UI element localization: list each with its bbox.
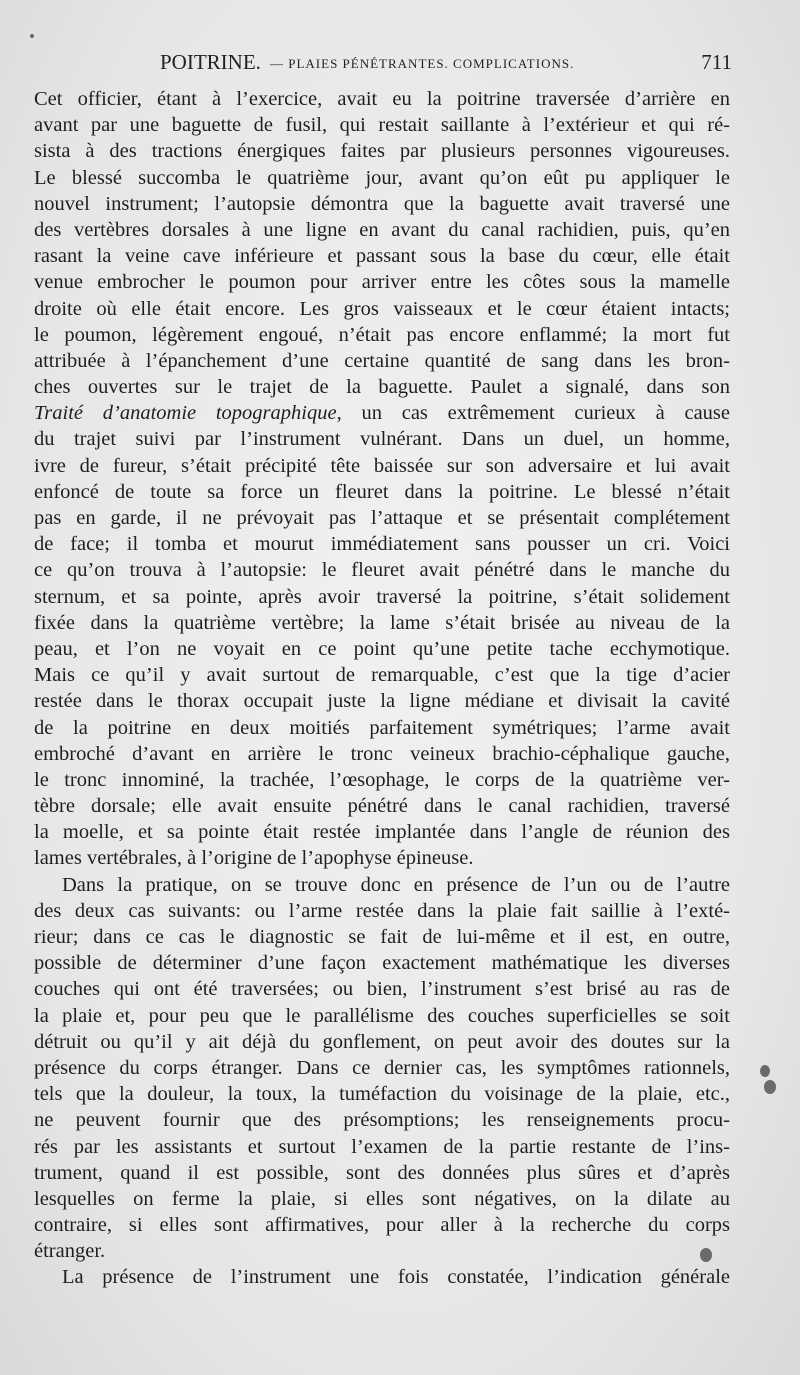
header-subtitle: — PLAIES PÉNÉTRANTES. COMPLICATIONS. [270, 56, 575, 71]
text-line: possible de déterminer d’une façon exactement mathématique les diverses [34, 952, 730, 975]
text-line: des vertèbres dorsales à une ligne en avant du canal rachidien, puis, qu’en [34, 218, 730, 241]
text-line: sternum, et sa pointe, après avoir traversé la poitrine, s’était solidement [34, 585, 730, 608]
text-line: le poumon, légèrement engoué, n’était pas encore enflammé; la mort fut [34, 323, 730, 346]
text-line [34, 400, 730, 426]
page-number: 711 [701, 50, 732, 74]
text-line: contraire, si elles sont affirmatives, pour aller à la recherche du corps [34, 1214, 730, 1237]
text-line: avant par une baguette de fusil, qui restait saillante à l’extérieur et qui ré- [34, 114, 730, 137]
text-line: La présence de l’instrument une fois constatée, l’indication générale [62, 1266, 730, 1289]
header-title: POITRINE. [160, 50, 261, 74]
text-fragment: , un cas extrêmement curieux à cause [336, 402, 731, 425]
text-line: rasant la veine cave inférieure et passant sous la base du cœur, elle était [34, 245, 730, 268]
paragraph-3 [34, 1264, 730, 1290]
text-line: trument, quand il est possible, sont des données plus sûres et d’après [34, 1161, 730, 1184]
text-line: droite où elle était encore. Les gros vaisseaux et le cœur étaient intacts; [34, 297, 730, 320]
text-line: rés par les assistants et surtout l’examen de la partie restante de l’ins- [34, 1135, 730, 1158]
text-line: ivre de fureur, s’était précipité tête baissée sur son adversaire et lui avait [34, 454, 730, 477]
text-line: lames vertébrales, à l’origine de l’apophyse épineuse. [34, 847, 474, 870]
text-line: la plaie et, pour peu que le parallélisme des couches superficielles se soit [34, 1004, 730, 1027]
text-line: restée dans le thorax occupait juste la ligne médiane et divisait la cavité [34, 690, 730, 713]
text-line: couches qui ont été traversées; ou bien, l’instrument s’est brisé au ras de [34, 978, 730, 1001]
text-line: le tronc innominé, la trachée, l’œsophage, le corps de la quatrième ver- [34, 768, 730, 791]
text-line: détruit ou qu’il y ait déjà du gonflement, on peut avoir des doutes sur la [34, 1030, 730, 1053]
body-text [34, 86, 730, 1291]
text-line: embroché d’avant en arrière le tronc veineux brachio-céphalique gauche, [34, 742, 730, 765]
paragraph-2 [34, 872, 730, 1265]
text-line: Cet officier, étant à l’exercice, avait eu la poitrine traversée d’arrière en [34, 88, 730, 110]
text-line: attribuée à l’épanchement d’une certaine quantité de sang dans les bron- [34, 349, 730, 372]
text-line: fixée dans la quatrième vertèbre; la lame s’était brisée au niveau de la [34, 611, 730, 634]
text-line: peau, et l’on ne voyait en ce point qu’une petite tache ecchymotique. [34, 637, 730, 660]
text-line: tèbre dorsale; elle avait ensuite pénétré dans le canal rachidien, traversé [34, 795, 730, 818]
text-line: tels que la douleur, la toux, la tuméfaction du voisinage de la plaie, etc., [34, 1083, 730, 1106]
ink-blot [764, 1080, 776, 1094]
text-line: la moelle, et sa pointe était restée implantée dans l’angle de réunion des [34, 821, 730, 844]
ink-dot [30, 34, 34, 38]
text-line: enfoncé de toute sa force un fleuret dans la poitrine. Le blessé n’était [34, 480, 730, 503]
text-line: pas en garde, il ne prévoyait pas l’attaque et se présentait complétement [34, 507, 730, 529]
text-line: nouvel instrument; l’autopsie démontra que la baguette avait traversé une [34, 192, 730, 215]
paragraph-1 [34, 86, 730, 872]
ink-blot [700, 1248, 712, 1262]
text-line: de la poitrine en deux moitiés parfaitement symétriques; l’arme avait [34, 716, 730, 739]
text-line: ne peuvent fournir que des présomptions; les renseignements procu- [34, 1109, 730, 1132]
text-line: étranger. [34, 1240, 106, 1263]
text-line: venue embrocher le poumon pour arriver entre les côtes sous la mamelle [34, 271, 730, 294]
text-line: Mais ce qu’il y avait surtout de remarquable, c’est que la tige d’acier [34, 664, 730, 687]
text-line: lesquelles on ferme la plaie, si elles sont négatives, on la dilate au [34, 1187, 730, 1210]
text-line: Le blessé succomba le quatrième jour, avant qu’on eût pu appliquer le [34, 166, 730, 189]
ink-blot [760, 1065, 770, 1077]
text-line: présence du corps étranger. Dans ce dernier cas, les symptômes rationnels, [34, 1056, 730, 1079]
text-line: ches ouvertes sur le trajet de la baguette. Paulet a signalé, dans son [34, 376, 730, 399]
text-line: ce qu’on trouva à l’autopsie: le fleuret avait pénétré dans le manche du [34, 559, 730, 582]
text-line: sista à des tractions énergiques faites par plusieurs personnes vigoureuses. [34, 140, 730, 163]
text-line: rieur; dans ce cas le diagnostic se fait de lui-même et il est, en outre, [34, 926, 730, 948]
text-line: Dans la pratique, on se trouve donc en présence de l’un ou de l’autre [62, 873, 730, 896]
book-title: Traité d’anatomie topographique [34, 402, 337, 425]
text-line: des deux cas suivants: ou l’arme restée dans la plaie fait saillie à l’exté- [34, 899, 730, 922]
text-line: de face; il tomba et mourut immédiatement sans pousser un cri. Voici [34, 533, 730, 556]
text-line: du trajet suivi par l’instrument vulnérant. Dans un duel, un homme, [34, 428, 730, 451]
running-header [160, 50, 732, 76]
